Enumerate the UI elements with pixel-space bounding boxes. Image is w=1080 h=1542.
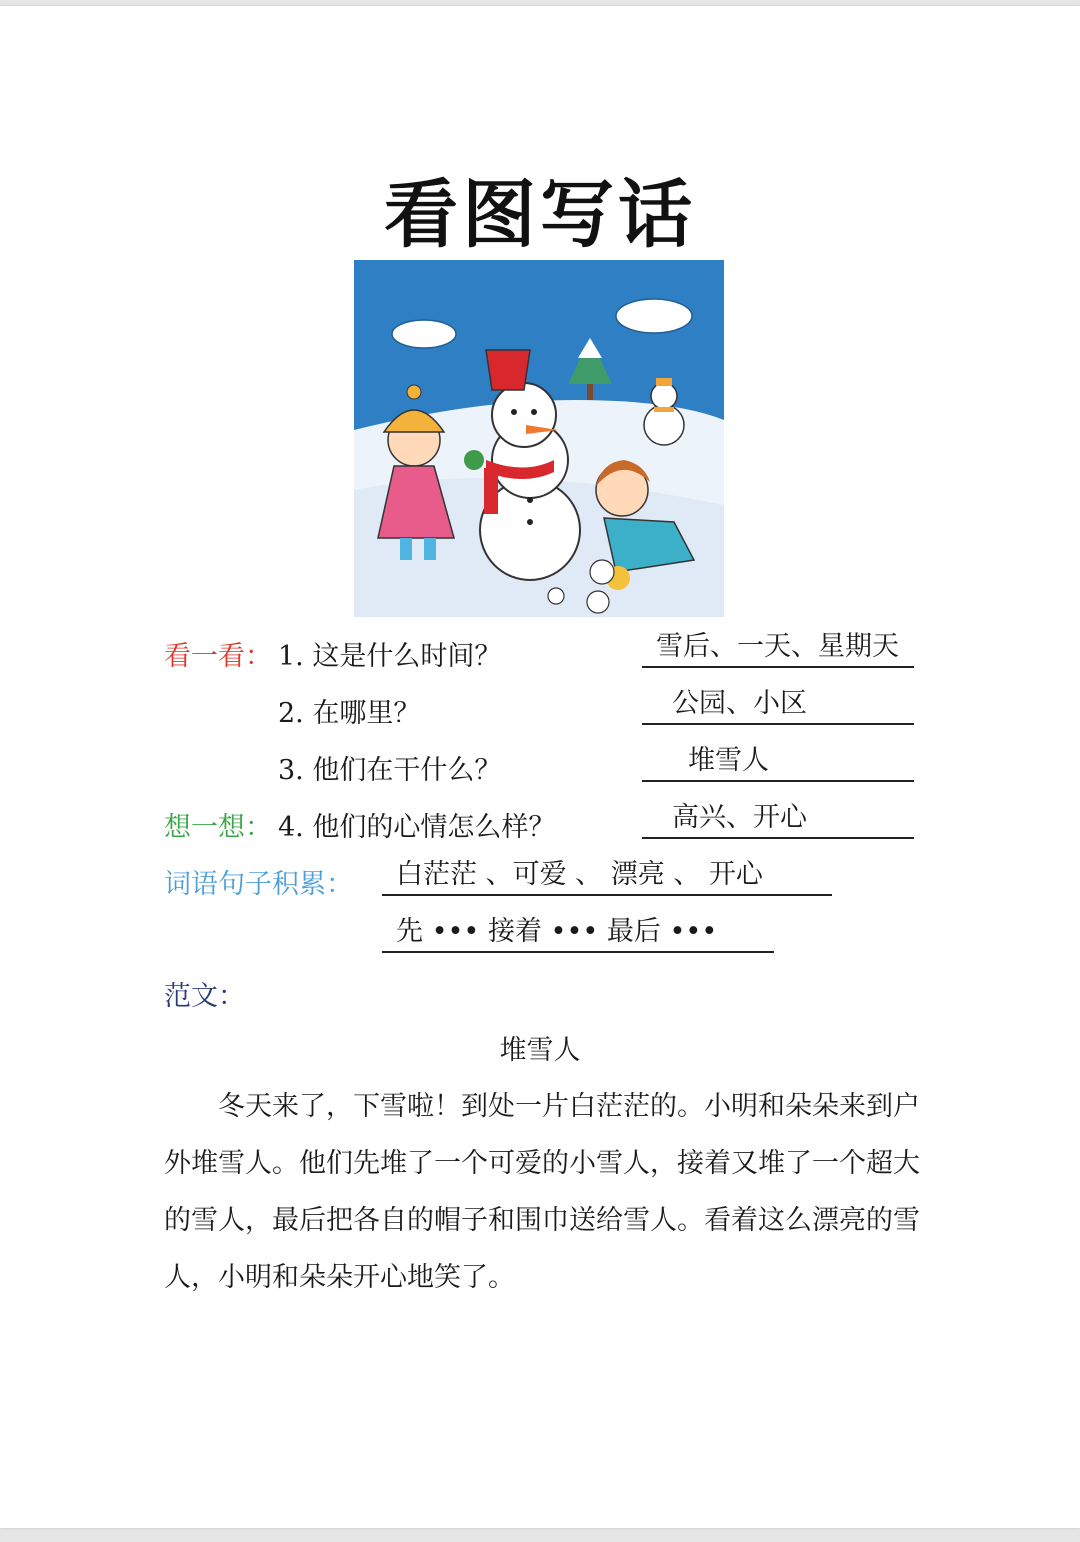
vocab-sentence: 先 ••• 接着 ••• 最后 ••• <box>382 915 774 953</box>
question-1: 1. 这是什么时间？ <box>278 641 502 672</box>
vocab-label: 词语句子积累： <box>164 869 353 900</box>
question-3: 3. 他们在干什么？ <box>278 755 502 786</box>
vocab-words: 白茫茫 、可爱 、 漂亮 、 开心 <box>382 858 832 896</box>
essay-body <box>164 1078 920 1306</box>
worksheet-page <box>0 6 1080 1528</box>
essay-title: 堆雪人 <box>499 1035 581 1066</box>
look-label: 看一看： <box>164 641 272 672</box>
think-label: 想一想： <box>164 812 272 843</box>
answer-1: 雪后、一天、星期天 <box>642 630 914 668</box>
answer-4: 高兴、开心 <box>642 801 914 839</box>
question-2: 2. 在哪里？ <box>278 698 421 729</box>
question-4: 4. 他们的心情怎么样？ <box>278 812 556 843</box>
essay-text: 冬天来了，下雪啦！到处一片白茫茫的。小明和朵朵来到户外堆雪人。他们先堆了一个可爱的小雪人，接着又堆了一个超大的雪人，最后把各自的帽子和围巾送给雪人。看着这么漂亮的雪人，小明和朵朵开心地笑了。 <box>164 1091 920 1293</box>
answer-2: 公园、小区 <box>642 687 914 725</box>
answer-3: 堆雪人 <box>642 744 914 782</box>
sample-label: 范文： <box>164 981 245 1012</box>
page-title: 看图写话 <box>384 172 696 258</box>
snowman-illustration <box>354 260 724 617</box>
